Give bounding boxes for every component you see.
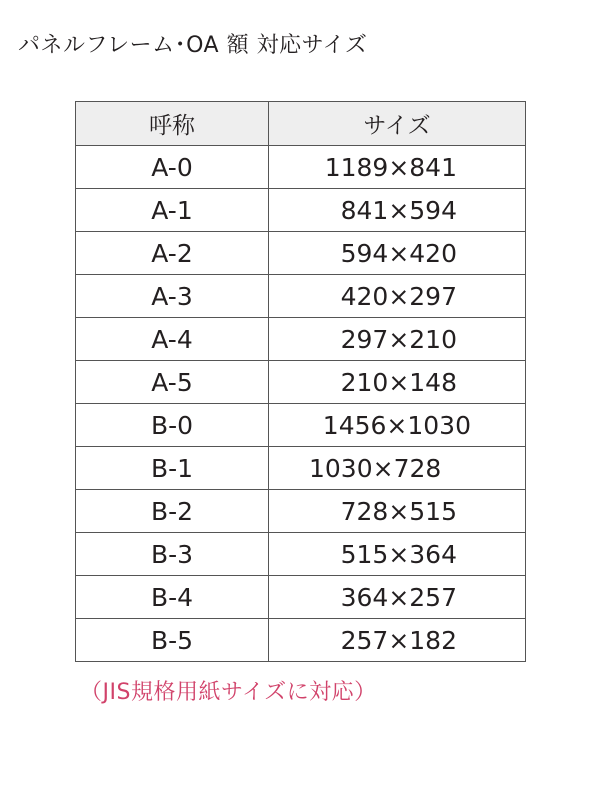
table-row [76,318,526,361]
size-cell [269,318,526,361]
size-value: 841×594 [340,195,457,225]
table-header-row [76,102,526,146]
column-header-name: 呼称 [76,102,269,146]
designation-cell: B-3 [76,533,269,576]
table-row [76,404,526,447]
designation-cell: A-1 [76,189,269,232]
table-row [76,189,526,232]
size-cell [269,490,526,533]
size-value: 1456×1030 [322,410,471,440]
designation-cell: A-2 [76,232,269,275]
table-row [76,232,526,275]
size-cell [269,361,526,404]
size-value: 1189×841 [324,152,457,182]
designation-cell: B-4 [76,576,269,619]
size-cell [269,189,526,232]
size-cell [269,275,526,318]
size-cell [269,232,526,275]
table-row [76,576,526,619]
table-row [76,275,526,318]
size-cell [269,146,526,189]
designation-cell: B-1 [76,447,269,490]
designation-cell: A-4 [76,318,269,361]
size-value: 257×182 [340,625,457,655]
designation-cell: B-5 [76,619,269,662]
jis-note: （JIS規格用紙サイズに対応） [80,680,377,705]
table-row [76,619,526,662]
size-cell [269,404,526,447]
table-row [76,447,526,490]
size-value: 420×297 [340,281,457,311]
size-value: 297×210 [340,324,457,354]
table-row [76,533,526,576]
size-value: 1030×728 [309,453,442,483]
column-header-size: サイズ [269,102,526,146]
size-table [75,101,526,662]
size-value: 594×420 [340,238,457,268]
table-row [76,146,526,189]
table-row [76,490,526,533]
designation-cell: B-0 [76,404,269,447]
designation-cell: A-3 [76,275,269,318]
page-title: パネルフレーム･OA 額 対応サイズ [18,33,368,58]
size-value: 210×148 [340,367,457,397]
designation-cell: A-0 [76,146,269,189]
size-value: 515×364 [340,539,457,569]
designation-cell: B-2 [76,490,269,533]
size-cell [269,447,526,490]
size-value: 364×257 [340,582,457,612]
table-row [76,361,526,404]
size-cell [269,533,526,576]
designation-cell: A-5 [76,361,269,404]
size-value: 728×515 [340,496,457,526]
size-cell [269,619,526,662]
size-cell [269,576,526,619]
